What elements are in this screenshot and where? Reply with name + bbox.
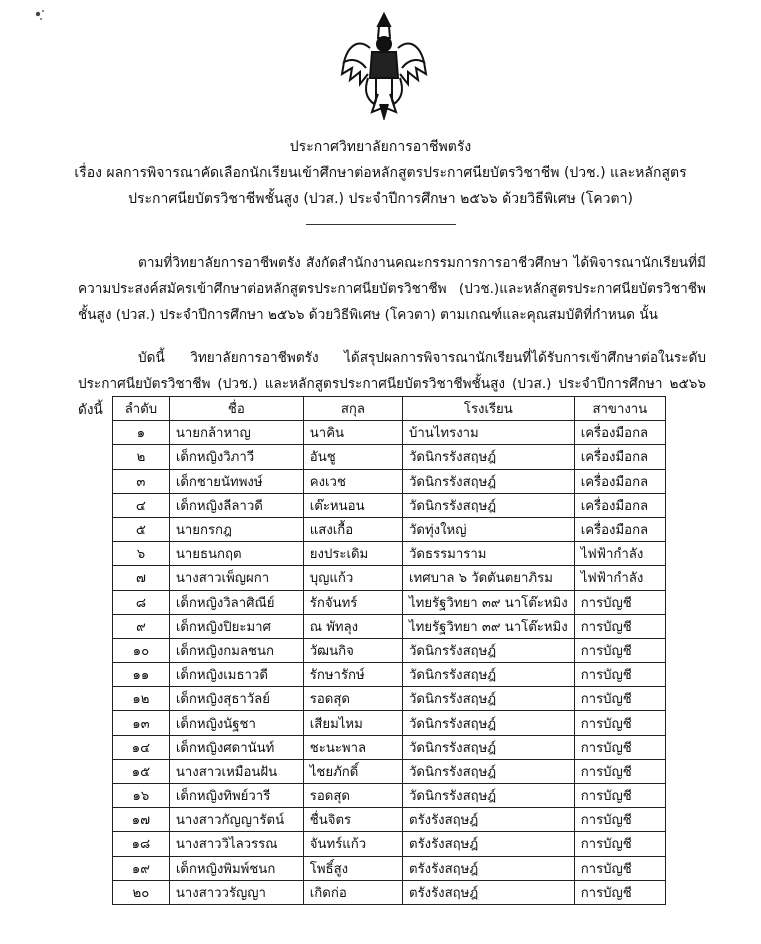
school-cell: เทศบาล ๖ วัดตันตยาภิรม — [403, 566, 575, 590]
surname-cell: ชื่นจิตร — [303, 808, 402, 832]
header-major: สาขางาน — [574, 397, 665, 421]
announcement-subject-line-2: ประกาศนียบัตรวิชาชีพชั้นสูง (ปวส.) ประจำปีการศึกษา ๒๕๖๖ ด้วยวิธีพิเศษ (โควตา) — [128, 191, 633, 207]
header-surname: สกุล — [303, 397, 402, 421]
major-cell: การบัญชี — [574, 638, 665, 662]
order-cell: ๑๘ — [113, 832, 170, 856]
first-name-cell: เด็กหญิงทิพย์วารี — [169, 784, 303, 808]
major-cell: เครื่องมือกล — [574, 421, 665, 445]
surname-cell: อันชู — [303, 445, 402, 469]
major-cell: การบัญชี — [574, 590, 665, 614]
order-cell: ๑๔ — [113, 735, 170, 759]
school-cell: วัดนิกรรังสฤษฎ์ — [403, 711, 575, 735]
school-cell: วัดนิกรรังสฤษฎ์ — [403, 784, 575, 808]
school-cell: วัดนิกรรังสฤษฎ์ — [403, 687, 575, 711]
school-cell: ตรังรังสฤษฎ์ — [403, 808, 575, 832]
surname-cell: ยงประเดิม — [303, 542, 402, 566]
surname-cell: ณ พัทลุง — [303, 614, 402, 638]
table-row — [113, 421, 666, 445]
order-cell: ๗ — [113, 566, 170, 590]
major-cell: การบัญชี — [574, 832, 665, 856]
table-row — [113, 590, 666, 614]
major-cell: การบัญชี — [574, 711, 665, 735]
table-row — [113, 469, 666, 493]
major-cell: การบัญชี — [574, 784, 665, 808]
major-cell: เครื่องมือกล — [574, 517, 665, 541]
table-row — [113, 735, 666, 759]
surname-cell: รอดสุด — [303, 687, 402, 711]
table-row — [113, 687, 666, 711]
first-name-cell: นางสาวกัญญารัตน์ — [169, 808, 303, 832]
major-cell: การบัญชี — [574, 856, 665, 880]
order-cell: ๑๑ — [113, 663, 170, 687]
first-name-cell: เด็กหญิงกมลชนก — [169, 638, 303, 662]
first-name-cell: เด็กหญิงพิมพ์ชนก — [169, 856, 303, 880]
major-cell: การบัญชี — [574, 614, 665, 638]
garuda-emblem-icon — [338, 8, 430, 120]
major-cell: การบัญชี — [574, 759, 665, 783]
school-cell: ตรังรังสฤษฎ์ — [403, 832, 575, 856]
school-cell: วัดนิกรรังสฤษฎ์ — [403, 663, 575, 687]
title-divider — [306, 224, 456, 225]
school-cell: วัดนิกรรังสฤษฎ์ — [403, 493, 575, 517]
first-name-cell: เด็กหญิงวิภาวี — [169, 445, 303, 469]
order-cell: ๑๓ — [113, 711, 170, 735]
school-cell: วัดทุ่งใหญ่ — [403, 517, 575, 541]
surname-cell: รอดสุด — [303, 784, 402, 808]
school-cell: วัดนิกรรังสฤษฎ์ — [403, 638, 575, 662]
order-cell: ๑๒ — [113, 687, 170, 711]
school-cell: วัดนิกรรังสฤษฎ์ — [403, 469, 575, 493]
first-name-cell: เด็กหญิงลีลาวดี — [169, 493, 303, 517]
surname-cell: เสียมไหม — [303, 711, 402, 735]
header-school: โรงเรียน — [403, 397, 575, 421]
school-cell: ไทยรัฐวิทยา ๓๙ นาโต๊ะหมิง — [403, 614, 575, 638]
table-row — [113, 614, 666, 638]
table-row — [113, 542, 666, 566]
surname-cell: คงเวช — [303, 469, 402, 493]
first-name-cell: นายกรกฎ — [169, 517, 303, 541]
major-cell: ไฟฟ้ากำลัง — [574, 566, 665, 590]
header-order: ลำดับ — [113, 397, 170, 421]
table-row — [113, 663, 666, 687]
first-name-cell: เด็กหญิงเมธาวดี — [169, 663, 303, 687]
order-cell: ๙ — [113, 614, 170, 638]
first-name-cell: เด็กหญิงนัฐชา — [169, 711, 303, 735]
order-cell: ๖ — [113, 542, 170, 566]
major-cell: การบัญชี — [574, 880, 665, 904]
school-cell: ไทยรัฐวิทยา ๓๙ นาโต๊ะหมิง — [403, 590, 575, 614]
school-cell: บ้านไทรงาม — [403, 421, 575, 445]
first-name-cell: เด็กหญิงศดานันท์ — [169, 735, 303, 759]
first-name-cell: เด็กหญิงสุธาวัลย์ — [169, 687, 303, 711]
order-cell: ๒ — [113, 445, 170, 469]
table-row — [113, 517, 666, 541]
order-cell: ๕ — [113, 517, 170, 541]
order-cell: ๓ — [113, 469, 170, 493]
major-cell: เครื่องมือกล — [574, 493, 665, 517]
surname-cell: บุญแก้ว — [303, 566, 402, 590]
order-cell: ๑ — [113, 421, 170, 445]
order-cell: ๑๕ — [113, 759, 170, 783]
header-first-name: ชื่อ — [169, 397, 303, 421]
order-cell: ๒๐ — [113, 880, 170, 904]
surname-cell: รักจันทร์ — [303, 590, 402, 614]
first-name-cell: นางสาววิไลวรรณ — [169, 832, 303, 856]
table-row — [113, 832, 666, 856]
school-cell: วัดธรรมาราม — [403, 542, 575, 566]
table-row — [113, 759, 666, 783]
table-row — [113, 784, 666, 808]
major-cell: เครื่องมือกล — [574, 469, 665, 493]
surname-cell: นาคิน — [303, 421, 402, 445]
intro-paragraph: ตามที่วิทยาลัยการอาชีพตรัง สังกัดสำนักงานคณะกรรมการการอาชีวศึกษา ได้พิจารณานักเรียนที่มีความประสงค์สมัครเข้าศึกษาต่อหลักสูตรประกาศนียบัตรวิชาชีพ (ปวช.)และหลักสูตรประกาศนียบัตรวิชาชีพชั้นสูง (ปวส.) ประจำปีการศึกษา ๒๕๖๖ ด้วยวิธีพิเศษ (โควตา) ตามเกณฑ์และคุณสมบัติที่กำหนด นั้น — [78, 255, 706, 323]
first-name-cell: นายธนกฤต — [169, 542, 303, 566]
result-paragraph: บัดนี้ วิทยาลัยการอาชีพตรัง ได้สรุปผลการพิจารณานักเรียนที่ได้รับการเข้าศึกษาต่อในระดับประกาศนียบัตรวิชาชีพ (ปวช.) และหลักสูตรประกาศนียบัตรวิชาชีพชั้นสูง (ปวส.) ประจำปีการศึกษา ๒๕๖๖ ดังนี้ — [78, 350, 706, 418]
first-name-cell: นางสาววรัญญา — [169, 880, 303, 904]
school-cell: วัดนิกรรังสฤษฎ์ — [403, 445, 575, 469]
announcement-title: ประกาศวิทยาลัยการอาชีพตรัง — [289, 139, 472, 155]
school-cell: วัดนิกรรังสฤษฎ์ — [403, 759, 575, 783]
major-cell: การบัญชี — [574, 735, 665, 759]
first-name-cell: เด็กหญิงวิลาศิณีย์ — [169, 590, 303, 614]
table-row — [113, 445, 666, 469]
surname-cell: แสงเกื้อ — [303, 517, 402, 541]
table-header-row — [113, 397, 666, 421]
table-row — [113, 566, 666, 590]
surname-cell: วัฒนกิจ — [303, 638, 402, 662]
surname-cell: ไชยภักดิ์ — [303, 759, 402, 783]
announcement-subject-line-1: เรื่อง ผลการพิจารณาคัดเลือกนักเรียนเข้าศึกษาต่อหลักสูตรประกาศนียบัตรวิชาชีพ (ปวช.) และหลักสูตร — [74, 165, 687, 181]
school-cell: ตรังรังสฤษฎ์ — [403, 880, 575, 904]
major-cell: การบัญชี — [574, 808, 665, 832]
student-results-table — [112, 396, 666, 905]
first-name-cell: นายกล้าหาญ — [169, 421, 303, 445]
table-row — [113, 638, 666, 662]
order-cell: ๑๖ — [113, 784, 170, 808]
table-row — [113, 493, 666, 517]
surname-cell: จันทร์แก้ว — [303, 832, 402, 856]
order-cell: ๘ — [113, 590, 170, 614]
major-cell: การบัญชี — [574, 687, 665, 711]
major-cell: ไฟฟ้ากำลัง — [574, 542, 665, 566]
school-cell: วัดนิกรรังสฤษฎ์ — [403, 735, 575, 759]
order-cell: ๑๙ — [113, 856, 170, 880]
order-cell: ๑๐ — [113, 638, 170, 662]
first-name-cell: นางสาวเพ็ญผกา — [169, 566, 303, 590]
order-cell: ๑๗ — [113, 808, 170, 832]
surname-cell: เต๊ะหนอน — [303, 493, 402, 517]
surname-cell: โพธิ์สูง — [303, 856, 402, 880]
scan-speck-mark — [30, 6, 50, 26]
table-row — [113, 856, 666, 880]
order-cell: ๔ — [113, 493, 170, 517]
first-name-cell: เด็กชายนัทพงษ์ — [169, 469, 303, 493]
major-cell: เครื่องมือกล — [574, 445, 665, 469]
first-name-cell: นางสาวเหมือนฝัน — [169, 759, 303, 783]
major-cell: การบัญชี — [574, 663, 665, 687]
table-row — [113, 808, 666, 832]
surname-cell: รักษารักษ์ — [303, 663, 402, 687]
surname-cell: เกิดก่อ — [303, 880, 402, 904]
first-name-cell: เด็กหญิงปิยะมาศ — [169, 614, 303, 638]
table-row — [113, 711, 666, 735]
surname-cell: ชะนะพาล — [303, 735, 402, 759]
school-cell: ตรังรังสฤษฎ์ — [403, 856, 575, 880]
table-row — [113, 880, 666, 904]
